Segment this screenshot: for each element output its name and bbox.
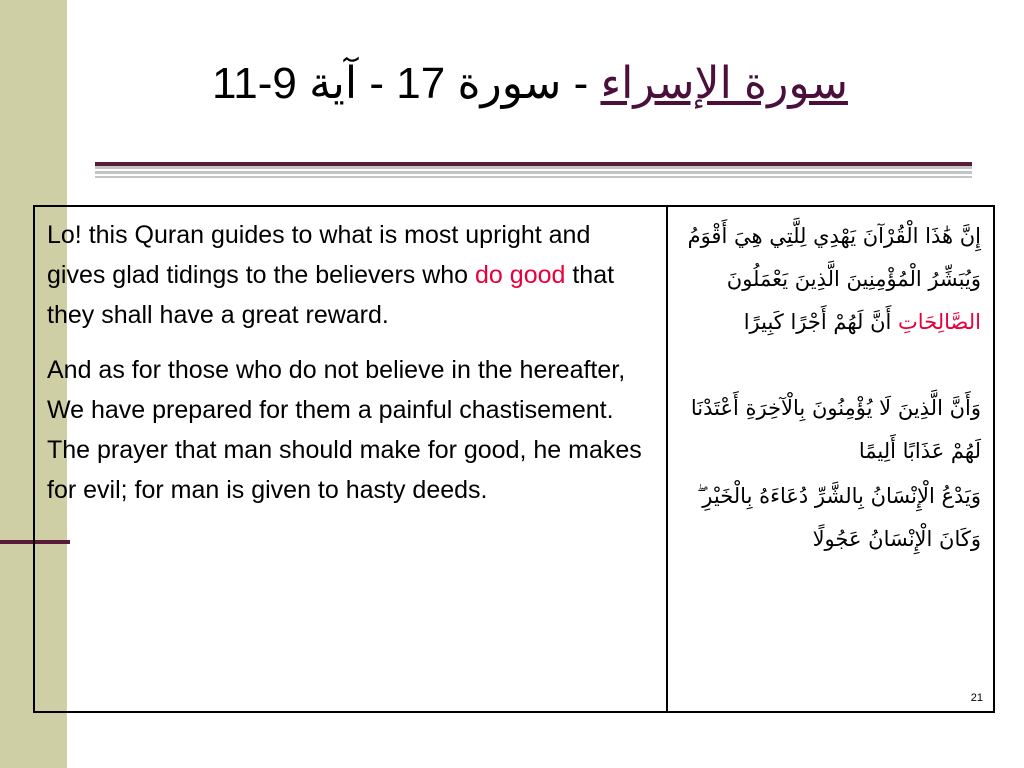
arabic-verse-10: وَأَنَّ الَّذِينَ لَا يُؤْمِنُونَ بِالْآخِرَةِ أَعْتَدْنَا لَهُمْ عَذَابًا أَلِيمًا xyxy=(690,396,981,463)
english-verse-9 xyxy=(47,215,654,335)
english-verse-9-text-a: Lo! this Quran guides to what is most upright and gives glad tidings to the believers who xyxy=(47,221,591,289)
arabic-verse-9-text-a: إِنَّ هَٰذَا الْقُرْآنَ يَهْدِي لِلَّتِي هِيَ أَقْوَمُ وَيُبَشِّرُ الْمُؤْمِنِينَ الَّذِينَ يَعْمَلُونَ xyxy=(687,224,981,291)
page-number: 21 xyxy=(970,692,983,704)
translation-table xyxy=(33,205,995,713)
title-separator-1: - xyxy=(561,59,601,108)
title-divider-shadow xyxy=(95,166,972,178)
title-ayah-range: 9-11 xyxy=(212,59,297,108)
arabic-text-column xyxy=(668,207,993,711)
title-ayah-label: آية xyxy=(296,59,358,108)
english-verse-10: And as for those who do not believe in the hereafter, We have prepared for them a painful chastisement. xyxy=(47,356,626,424)
arabic-verse-9-highlight: الصَّالِحَاتِ xyxy=(898,310,981,334)
title-surah-number: 17 xyxy=(396,59,446,108)
title-surah-label: سورة xyxy=(445,59,562,108)
title-separator-2: - xyxy=(357,59,397,108)
english-translation-column xyxy=(35,207,668,711)
english-verse-9-highlight: do good xyxy=(475,261,566,289)
surah-name-link[interactable]: سورة الإسراء xyxy=(600,59,848,108)
arabic-verse-9-text-b: أَنَّ لَهُمْ أَجْرًا كَبِيرًا xyxy=(743,310,899,334)
arabic-verse-11: وَيَدْعُ الْإِنْسَانُ بِالشَّرِّ دُعَاءَهُ بِالْخَيْرِ ۖ وَكَانَ الْإِنْسَانُ عَجُولًا xyxy=(697,484,981,551)
english-verse-11: The prayer that man should make for good, he makes for evil; for man is given to hasty deeds. xyxy=(47,436,642,504)
slide-title xyxy=(90,58,970,138)
arabic-verse-9 xyxy=(680,215,981,344)
english-verse-9-text-b: that they shall have a great reward. xyxy=(47,261,615,329)
